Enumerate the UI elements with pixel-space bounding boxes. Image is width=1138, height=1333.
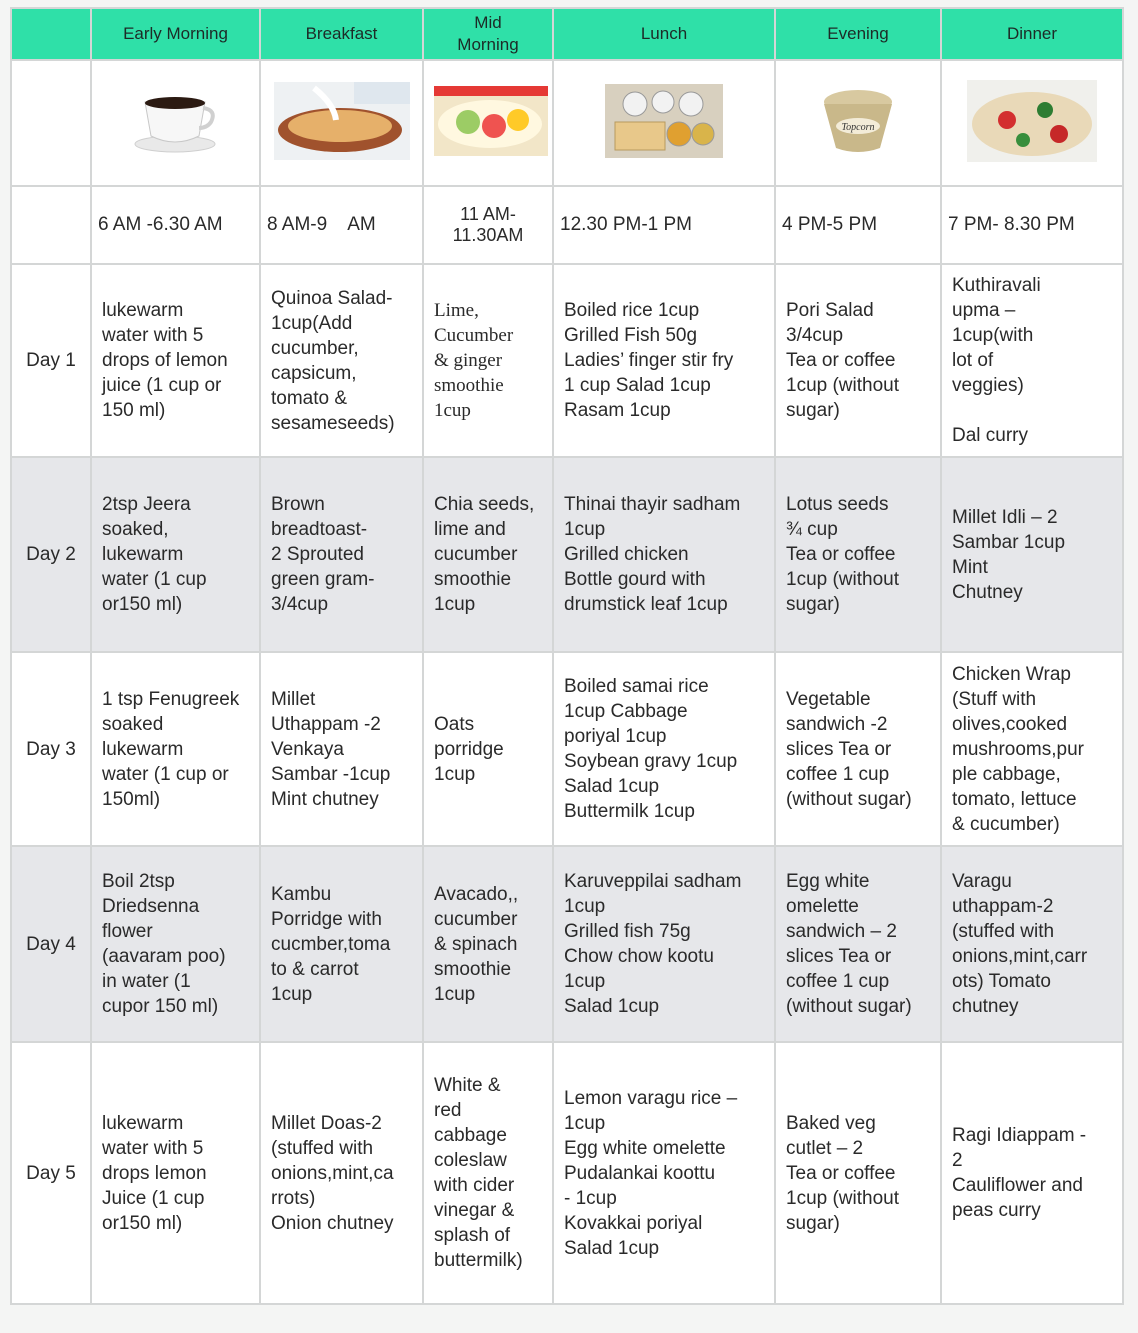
day-label: Day 1: [11, 264, 91, 457]
header-corner: [11, 8, 91, 60]
thali-image: [605, 84, 723, 158]
cereal-bowl-image: [274, 82, 410, 160]
meal-cell: 1 tsp Fenugreek soaked lukewarm water (1 cup or 150ml): [91, 652, 260, 846]
meal-cell: Boiled samai rice 1cup Cabbage poriyal 1cup Soybean gravy 1cup Salad 1cup Buttermilk 1cup: [553, 652, 775, 846]
topcorn-bowl-image: [818, 86, 898, 156]
header-dinner: Dinner: [941, 8, 1123, 60]
meal-cell: Lemon varagu rice – 1cup Egg white omelette Pudalankai koottu - 1cup Kovakkai poriyal Salad 1cup: [553, 1042, 775, 1304]
meal-cell: Karuveppilai sadham 1cup Grilled fish 75g Chow chow kootu 1cup Salad 1cup: [553, 846, 775, 1042]
day-row: [11, 264, 1123, 457]
meal-cell: Avacado,, cucumber & spinach smoothie 1cup: [423, 846, 553, 1042]
day-label: Day 2: [11, 457, 91, 652]
time-evening: 4 PM-5 PM: [775, 186, 941, 264]
header-breakfast: Breakfast: [260, 8, 423, 60]
meal-cell: Kambu Porridge with cucmber,toma to & carrot 1cup: [260, 846, 423, 1042]
pasta-salad-image: [967, 80, 1097, 162]
meal-cell: White & red cabbage coleslaw with cider vinegar & splash of buttermilk): [423, 1042, 553, 1304]
meal-cell: Lime, Cucumber & ginger smoothie 1cup: [423, 264, 553, 457]
meal-cell: Chicken Wrap (Stuff with olives,cooked mushrooms,pur ple cabbage, tomato, lettuce & cucumber): [941, 652, 1123, 846]
coffee-cup-image: [131, 88, 221, 154]
meal-cell: 2tsp Jeera soaked, lukewarm water (1 cup or150 ml): [91, 457, 260, 652]
meal-cell: Egg white omelette sandwich – 2 slices Tea or coffee 1 cup (without sugar): [775, 846, 941, 1042]
meal-cell: Ragi Idiappam - 2 Cauliflower and peas curry: [941, 1042, 1123, 1304]
meal-cell: Varagu uthappam-2 (stuffed with onions,mint,carr ots) Tomato chutney: [941, 846, 1123, 1042]
meal-cell: Millet Uthappam -2 Venkaya Sambar -1cup Mint chutney: [260, 652, 423, 846]
time-lunch: 12.30 PM-1 PM: [553, 186, 775, 264]
header-early-morning: Early Morning: [91, 8, 260, 60]
meal-cell: Chia seeds, lime and cucumber smoothie 1cup: [423, 457, 553, 652]
header-lunch: Lunch: [553, 8, 775, 60]
meal-cell: Baked veg cutlet – 2 Tea or coffee 1cup (without sugar): [775, 1042, 941, 1304]
time-dinner: 7 PM- 8.30 PM: [941, 186, 1123, 264]
meal-cell: Boiled rice 1cup Grilled Fish 50g Ladies’ finger stir fry 1 cup Salad 1cup Rasam 1cup: [553, 264, 775, 457]
time-mid-morning: 11 AM- 11.30AM: [423, 186, 553, 264]
meal-cell: Quinoa Salad- 1cup(Add cucumber, capsicum, tomato & sesameseeds): [260, 264, 423, 457]
fruit-salad-image: [434, 86, 548, 156]
time-breakfast: 8 AM-9 AM: [260, 186, 423, 264]
meal-cell: Thinai thayir sadham 1cup Grilled chicken Bottle gourd with drumstick leaf 1cup: [553, 457, 775, 652]
meal-cell: Oats porridge 1cup: [423, 652, 553, 846]
day-row: [11, 457, 1123, 652]
time-row: [11, 186, 1123, 264]
time-early-morning: 6 AM -6.30 AM: [91, 186, 260, 264]
header-mid-morning: Mid Morning: [423, 8, 553, 60]
day-label: Day 5: [11, 1042, 91, 1304]
header-row: [11, 8, 1123, 60]
svg-text:Topcorn: Topcorn: [841, 121, 875, 133]
meal-cell: Kuthiravali upma – 1cup(with lot of veggies) Dal curry: [941, 264, 1123, 457]
meal-cell: Pori Salad 3/4cup Tea or coffee 1cup (without sugar): [775, 264, 941, 457]
meal-cell: Brown breadtoast- 2 Sprouted green gram- 3/4cup: [260, 457, 423, 652]
meal-cell: Boil 2tsp Driedsenna flower (aavaram poo) in water (1 cupor 150 ml): [91, 846, 260, 1042]
header-evening: Evening: [775, 8, 941, 60]
day-label: Day 3: [11, 652, 91, 846]
day-row: [11, 846, 1123, 1042]
day-row: [11, 652, 1123, 846]
meal-cell: lukewarm water with 5 drops of lemon juice (1 cup or 150 ml): [91, 264, 260, 457]
meal-cell: lukewarm water with 5 drops lemon Juice (1 cup or150 ml): [91, 1042, 260, 1304]
image-row: [11, 60, 1123, 186]
meal-cell: Millet Doas-2 (stuffed with onions,mint,ca rrots) Onion chutney: [260, 1042, 423, 1304]
day-label: Day 4: [11, 846, 91, 1042]
diet-plan-table: [10, 7, 1124, 1305]
meal-cell: Vegetable sandwich -2 slices Tea or coffee 1 cup (without sugar): [775, 652, 941, 846]
meal-cell: Millet Idli – 2 Sambar 1cup Mint Chutney: [941, 457, 1123, 652]
day-row: [11, 1042, 1123, 1304]
meal-cell: Lotus seeds ¾ cup Tea or coffee 1cup (without sugar): [775, 457, 941, 652]
